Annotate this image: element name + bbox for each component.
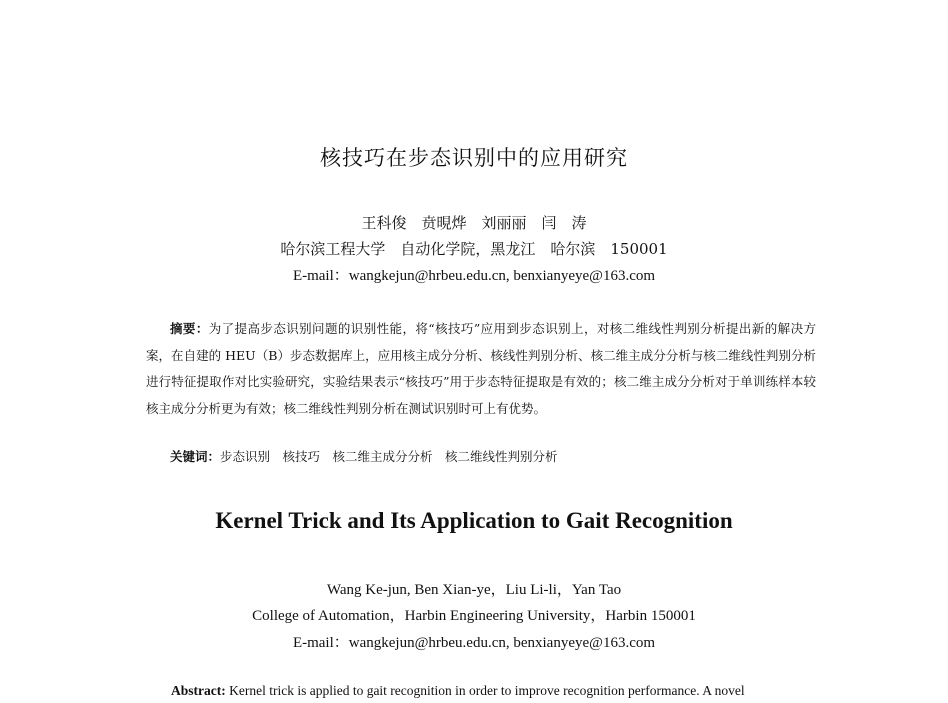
- affiliation-english: College of Automation，Harbin Engineering University，Harbin 150001: [252, 608, 696, 624]
- abstract-chinese-label: 摘要：: [170, 321, 209, 336]
- abstract-chinese-text: 为了提高步态识别问题的识别性能，将“核技巧”应用到步态识别上，对核二维线性判别分析提出新的解决方案，在自建的 HEU（B）步态数据库上，应用核主成分分析、核线性判别分析、核二维主成分分析与核二维线性判别分析进行特征提取作对比实验研究，实验结果表示“核技巧”用于步态特征提取是有效的；核二维主成分分析对于单训练样本较核主成分分析更为有效；核二维线性判别分析在测试识别时可上有优势。: [146, 321, 816, 416]
- title-english: Kernel Trick and Its Application to Gait Recognition: [215, 508, 733, 533]
- title-chinese: 核技巧在步态识别中的应用研究: [320, 146, 628, 170]
- authors-english: Wang Ke-jun, Ben Xian-ye，Liu Li-li，Yan Tao: [326, 582, 622, 598]
- email-english: E-mail：wangkejun@hrbeu.edu.cn, benxianyeye@163.com: [292, 635, 656, 651]
- keywords-chinese-items: 步态识别 核技巧 核二维主成分分析 核二维线性判别分析: [220, 449, 558, 464]
- authors-chinese: 王科俊 贲晛烨 刘丽丽 闫 涛: [361, 214, 587, 232]
- abstract-chinese: [146, 316, 816, 422]
- email-chinese: E-mail：wangkejun@hrbeu.edu.cn, benxianyeye@163.com: [292, 268, 656, 284]
- keywords-chinese-label: 关键词：: [170, 449, 221, 464]
- abstract-english: [171, 682, 821, 700]
- abstract-english-text: Kernel trick is applied to gait recognition in order to improve recognition performance. A novel: [229, 683, 745, 698]
- abstract-english-label: Abstract:: [171, 683, 226, 698]
- keywords-chinese: [170, 446, 558, 468]
- affiliation-chinese: 哈尔滨工程大学 自动化学院，黑龙江 哈尔滨 150001: [280, 240, 668, 258]
